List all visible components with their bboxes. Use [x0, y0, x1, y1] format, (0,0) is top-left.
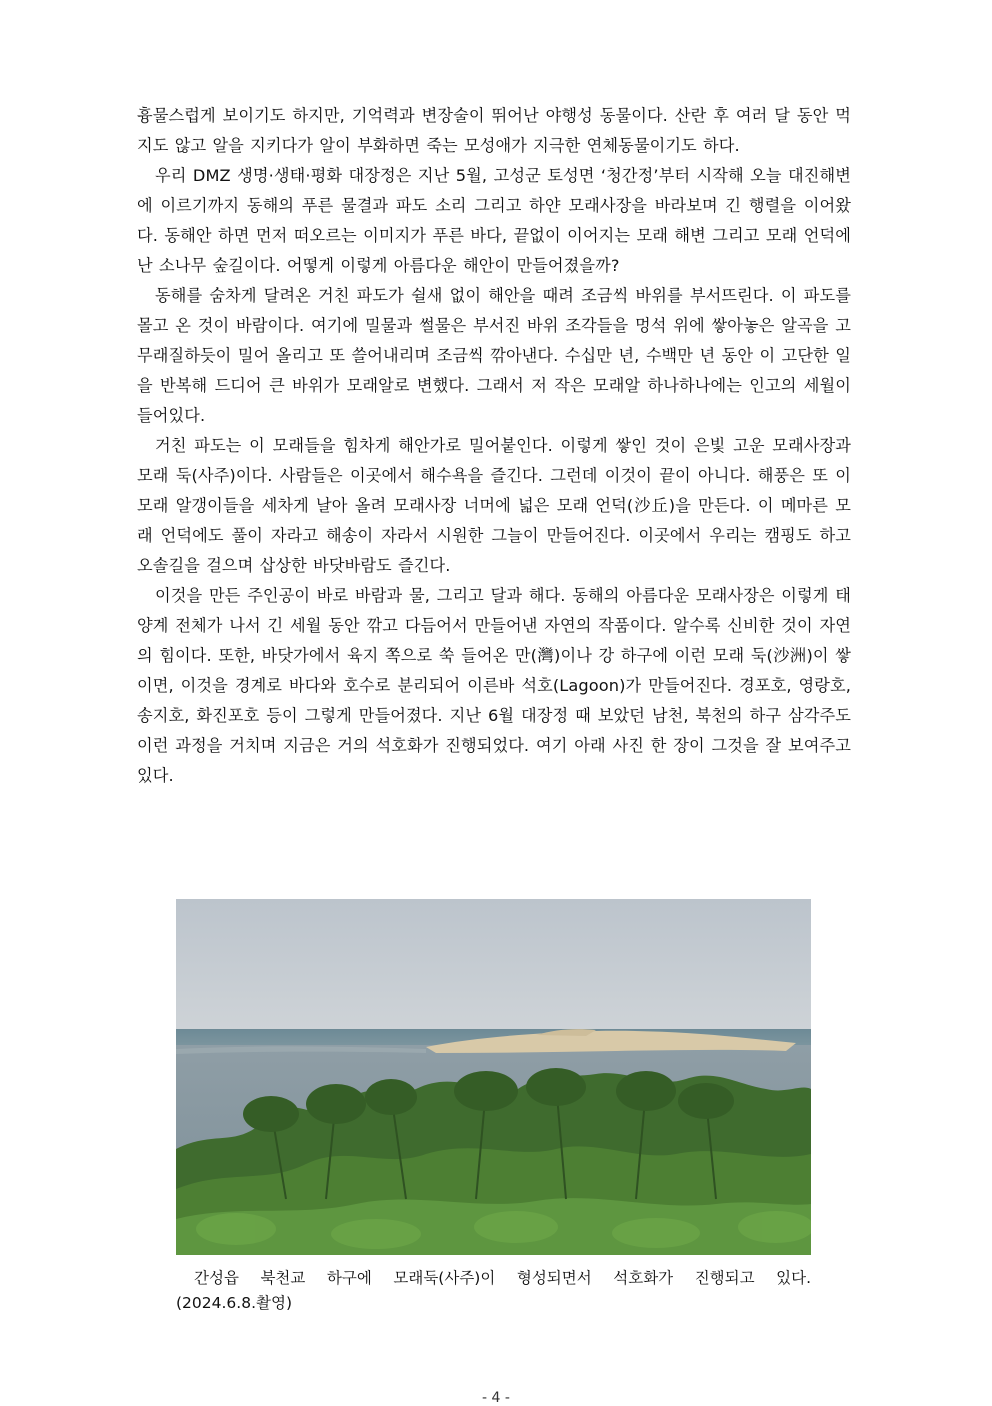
- paragraph-5: 이것을 만든 주인공이 바로 바람과 물, 그리고 달과 해다. 동해의 아름다운 모래사장은 이렇게 태양계 전체가 나서 긴 세월 동안 깎고 다듬어서 만들어낸 자연의 작품이다. 알수록 신비한 것이 자연의 힘이다. 또한, 바닷가에서 육지 쪽으로 쑥 들어온 만(灣)이나 강 하구에 이런 모래 둑(沙洲)이 쌓이면, 이것을 경계로 바다와 호수로 분리되어 이른바 석호(Lagoon)가 만들어진다. 경포호, 영랑호, 송지호, 화진포호 등이 그렇게 만들어졌다. 지난 6월 대장정 때 보았던 남천, 북천의 하구 삼각주도 이런 과정을 거치며 지금은 거의 석호화가 진행되었다. 여기 아래 사진 한 장이 그것을 잘 보여주고 있다.: [137, 586, 851, 785]
- body-text: [137, 101, 851, 791]
- paragraph-3: 동해를 숨차게 달려온 거친 파도가 쉴새 없이 해안을 때려 조금씩 바위를 부서뜨린다. 이 파도를 몰고 온 것이 바람이다. 여기에 밀물과 썰물은 부서진 바위 조각들을 멍석 위에 쌓아놓은 알곡을 고무래질하듯이 밀어 올리고 또 쓸어내리며 조금씩 깎아낸다. 수십만 년, 수백만 년 동안 이 고단한 일을 반복해 드디어 큰 바위가 모래알로 변했다. 그래서 저 작은 모래알 하나하나에는 인고의 세월이 들어있다.: [137, 286, 851, 425]
- page-number: - 4 -: [482, 1390, 510, 1406]
- paragraph-1: 흉물스럽게 보이기도 하지만, 기억력과 변장술이 뛰어난 야행성 동물이다. 산란 후 여러 달 동안 먹지도 않고 알을 지키다가 알이 부화하면 죽는 모성애가 지극한 연체동물이기도 하다.: [137, 106, 851, 155]
- photo-illustration: [176, 899, 811, 1255]
- paragraph-4: 거친 파도는 이 모래들을 힘차게 해안가로 밀어붙인다. 이렇게 쌓인 것이 은빛 고운 모래사장과 모래 둑(사주)이다. 사람들은 이곳에서 해수욕을 즐긴다. 그런데 이것이 끝이 아니다. 해풍은 또 이 모래 알갱이들을 세차게 날아 올려 모래사장 너머에 넓은 모래 언덕(沙丘)을 만든다. 이 메마른 모래 언덕에도 풀이 자라고 해송이 자라서 시원한 그늘이 만들어진다. 이곳에서 우리는 캠핑도 하고 오솔길을 걸으며 삽상한 바닷바람도 즐긴다.: [137, 436, 851, 575]
- photo-caption: 간성읍 북천교 하구에 모래둑(사주)이 형성되면서 석호화가 진행되고 있다.(2024.6.8.촬영): [176, 1269, 811, 1312]
- paragraph-2: 우리 DMZ 생명·생태·평화 대장정은 지난 5월, 고성군 토성면 ‘청간정’부터 시작해 오늘 대진해변에 이르기까지 동해의 푸른 물결과 파도 소리 그리고 하얀 모래사장을 바라보며 긴 행렬을 이어왔다. 동해안 하면 먼저 떠오르는 이미지가 푸른 바다, 끝없이 이어지는 모래 해변 그리고 모래 언덕에 난 소나무 숲길이다. 어떻게 이렇게 아름다운 해안이 만들어졌을까?: [137, 166, 851, 275]
- lagoon-estuary-photo: [176, 899, 811, 1255]
